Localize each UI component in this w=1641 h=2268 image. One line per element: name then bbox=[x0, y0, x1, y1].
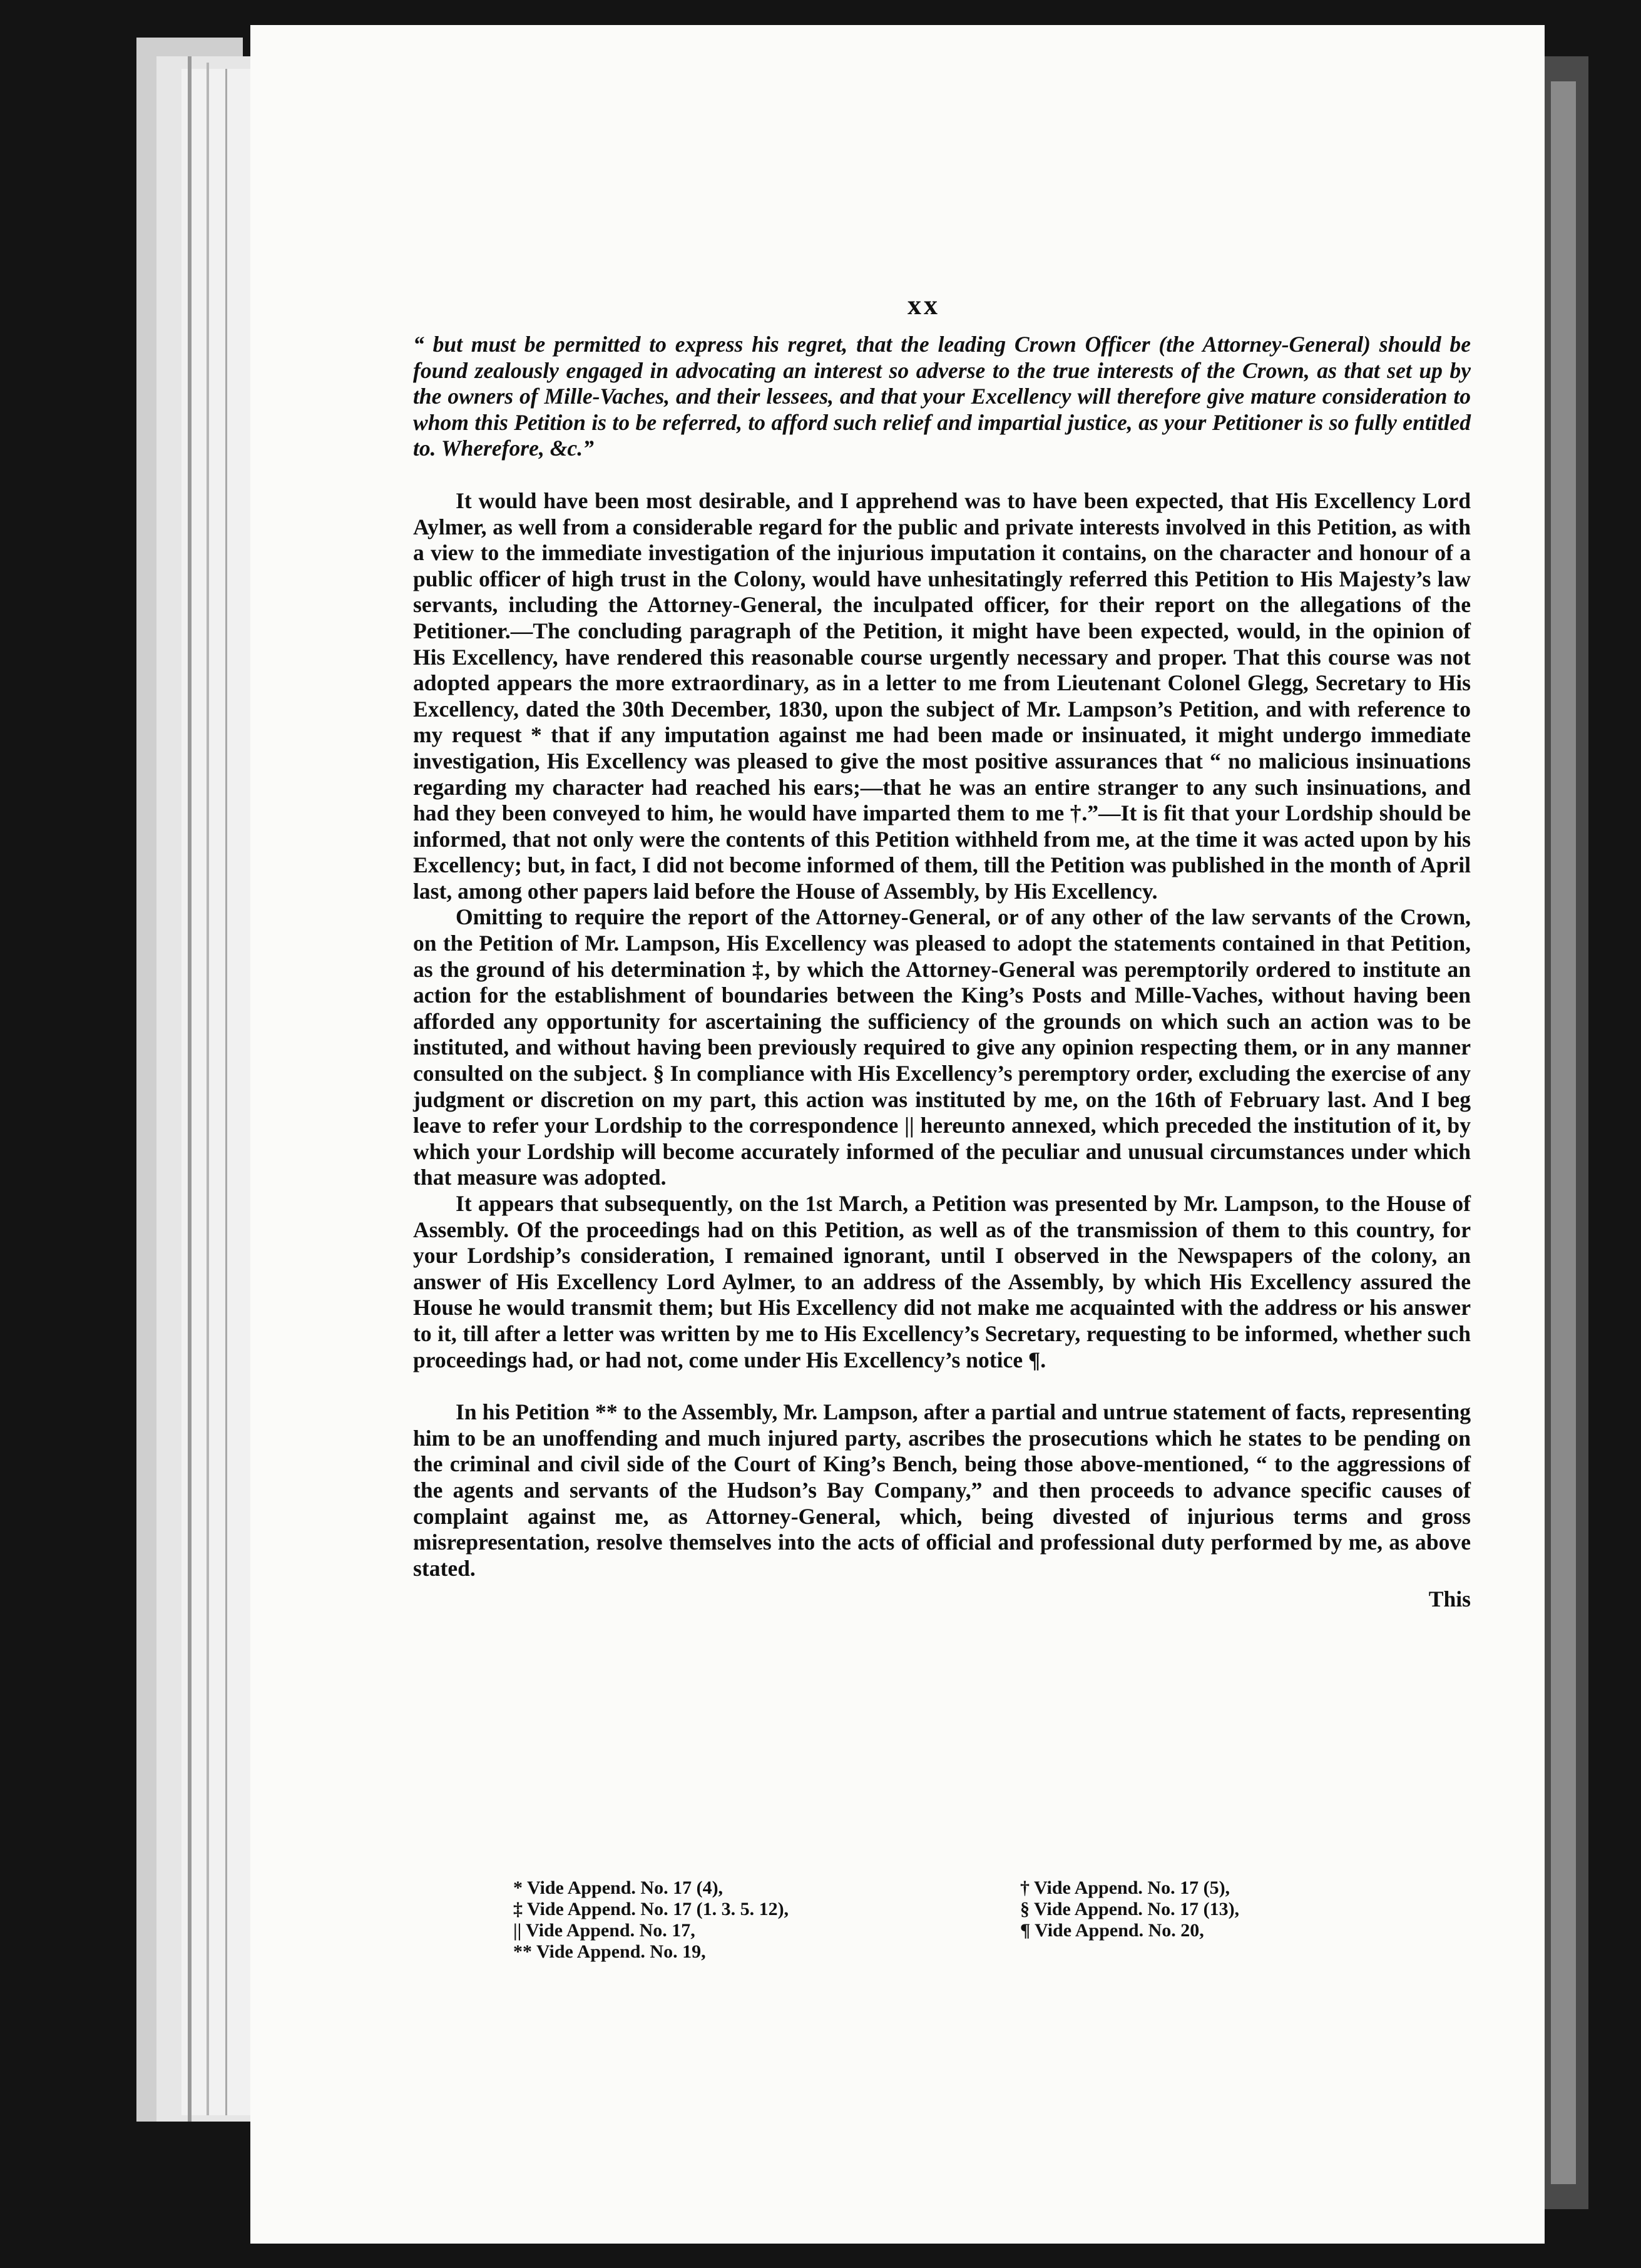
footnote: * Vide Append. No. 17 (4), bbox=[513, 1877, 723, 1898]
footnote: ¶ Vide Append. No. 20, bbox=[1020, 1920, 1204, 1941]
page-shadow bbox=[1551, 81, 1576, 2184]
footnote: † Vide Append. No. 17 (5), bbox=[1020, 1877, 1230, 1898]
petition-quote bbox=[413, 332, 1471, 462]
quote-paragraph: “ but must be permitted to express his regret, that the leading Crown Officer (the Attorney-General) should be found zealously engaged in advocating an interest so adverse to the true interests of the Crown, as that set up by the owners of Mille-Vaches, and their lessees, and that your Excellency will therefore give mature consideration to whom this Petition is to be referred, to afford such relief and impartial justice, as your Petitioner is so fully entitled to. Wherefore, &c.” bbox=[413, 332, 1471, 461]
footnote: § Vide Append. No. 17 (13), bbox=[1020, 1899, 1240, 1919]
paragraph: Omitting to require the report of the Attorney-General, or of any other of the law servants of the Crown, on the Petition of Mr. Lampson, His Excellency was pleased to adopt the statements contained in that Petition, as the ground of his determination ‡, by which the Attorney-General was peremptorily ordered to institute an action for the establishment of boundaries between the King’s Posts and Mille-Vaches, without having been afforded any opportunity for ascertaining the sufficiency of the grounds on which such an action was to be instituted, and without having been previously required to give any opinion respecting them, or in any manner consulted on the subject. § In compliance with His Excellency’s peremptory order, excluding the exercise of any judgment or discretion on my part, this action was instituted by me, on the 16th of February last. And I beg leave to refer your Lordship to the correspondence || hereunto annexed, which preceded the institution of it, by which your Lordship will become accurately informed of the peculiar and unusual circumstances under which that measure was adopted. bbox=[413, 904, 1471, 1190]
page-stack-line bbox=[207, 63, 209, 2115]
footnote: ‡ Vide Append. No. 17 (1. 3. 5. 12), bbox=[513, 1899, 789, 1919]
page-stack-line bbox=[225, 69, 227, 2115]
page-number: xx bbox=[907, 290, 940, 320]
footnotes-left-column bbox=[513, 1877, 789, 1963]
page-stack-line bbox=[188, 56, 192, 2122]
footnotes-right-column bbox=[1020, 1877, 1239, 1941]
page-stack-edge bbox=[181, 69, 257, 2115]
catchword: This bbox=[1428, 1586, 1471, 1612]
footnote: || Vide Append. No. 17, bbox=[513, 1920, 695, 1941]
footnote: ** Vide Append. No. 19, bbox=[513, 1941, 706, 1962]
paragraph: In his Petition ** to the Assembly, Mr. Lampson, after a partial and untrue statement of facts, representing him to be an unoffending and much injured party, ascribes the prosecutions which he states to be pending on the criminal and civil side of the Court of King’s Bench, being those above-mentioned, “ to the aggressions of the agents and servants of the Hudson’s Bay Company,” and then proceeds to advance specific causes of complaint against me, as Attorney-General, which, being divested of injurious terms and gross misrepresentation, resolve themselves into the acts of official and professional duty performed by me, as above stated. bbox=[413, 1399, 1471, 1581]
main-text bbox=[413, 488, 1471, 1581]
paragraph: It appears that subsequently, on the 1st March, a Petition was presented by Mr. Lampson, to the House of Assembly. Of the proceedings had on this Petition, as well as of the transmission of them to this country, for your Lordship’s consideration, I remained ignorant, until I observed in the Newspapers of the colony, an answer of His Excellency Lord Aylmer, to an address of the Assembly, by which His Excellency assured the House he would transmit them; but His Excellency did not make me acquainted with the address or his answer to it, till after a letter was written by me to His Excellency’s Secretary, requesting to be informed, whether such proceedings had, or had not, come under His Excellency’s notice ¶. bbox=[413, 1191, 1471, 1372]
paragraph: It would have been most desirable, and I apprehend was to have been expected, that His Excellency Lord Aylmer, as well from a considerable regard for the public and private interests involved in this Petition, as with a view to the immediate investigation of the injurious imputation it contains, on the character and honour of a public officer of high trust in the Colony, would have unhesitatingly referred this Petition to His Majesty’s law servants, including the Attorney-General, the inculpated officer, for their report on the allegations of the Petitioner.—The concluding paragraph of the Petition, it might have been expected, would, in the opinion of His Excellency, have rendered this reasonable course urgently necessary and proper. That this course was not adopted appears the more extraordinary, as in a letter to me from Lieutenant Colonel Glegg, Secretary to His Excellency, dated the 30th December, 1830, upon the subject of Mr. Lampson’s Petition, and with reference to my request * that if any imputation against me had been made or insinuated, it might undergo immediate investigation, His Excellency was pleased to give the most positive assurances that “ no malicious insinuations regarding my character had reached his ears;—that he was an entire stranger to any such insinuations, and had they been conveyed to him, he would have imparted them to me †.”—It is fit that your Lordship should be informed, that not only were the contents of this Petition withheld from me, at the time it was acted upon by his Excellency; but, in fact, I did not become informed of them, till the Petition was published in the month of April last, among other papers laid before the House of Assembly, by His Excellency. bbox=[413, 488, 1471, 904]
page-body bbox=[413, 332, 1471, 1613]
